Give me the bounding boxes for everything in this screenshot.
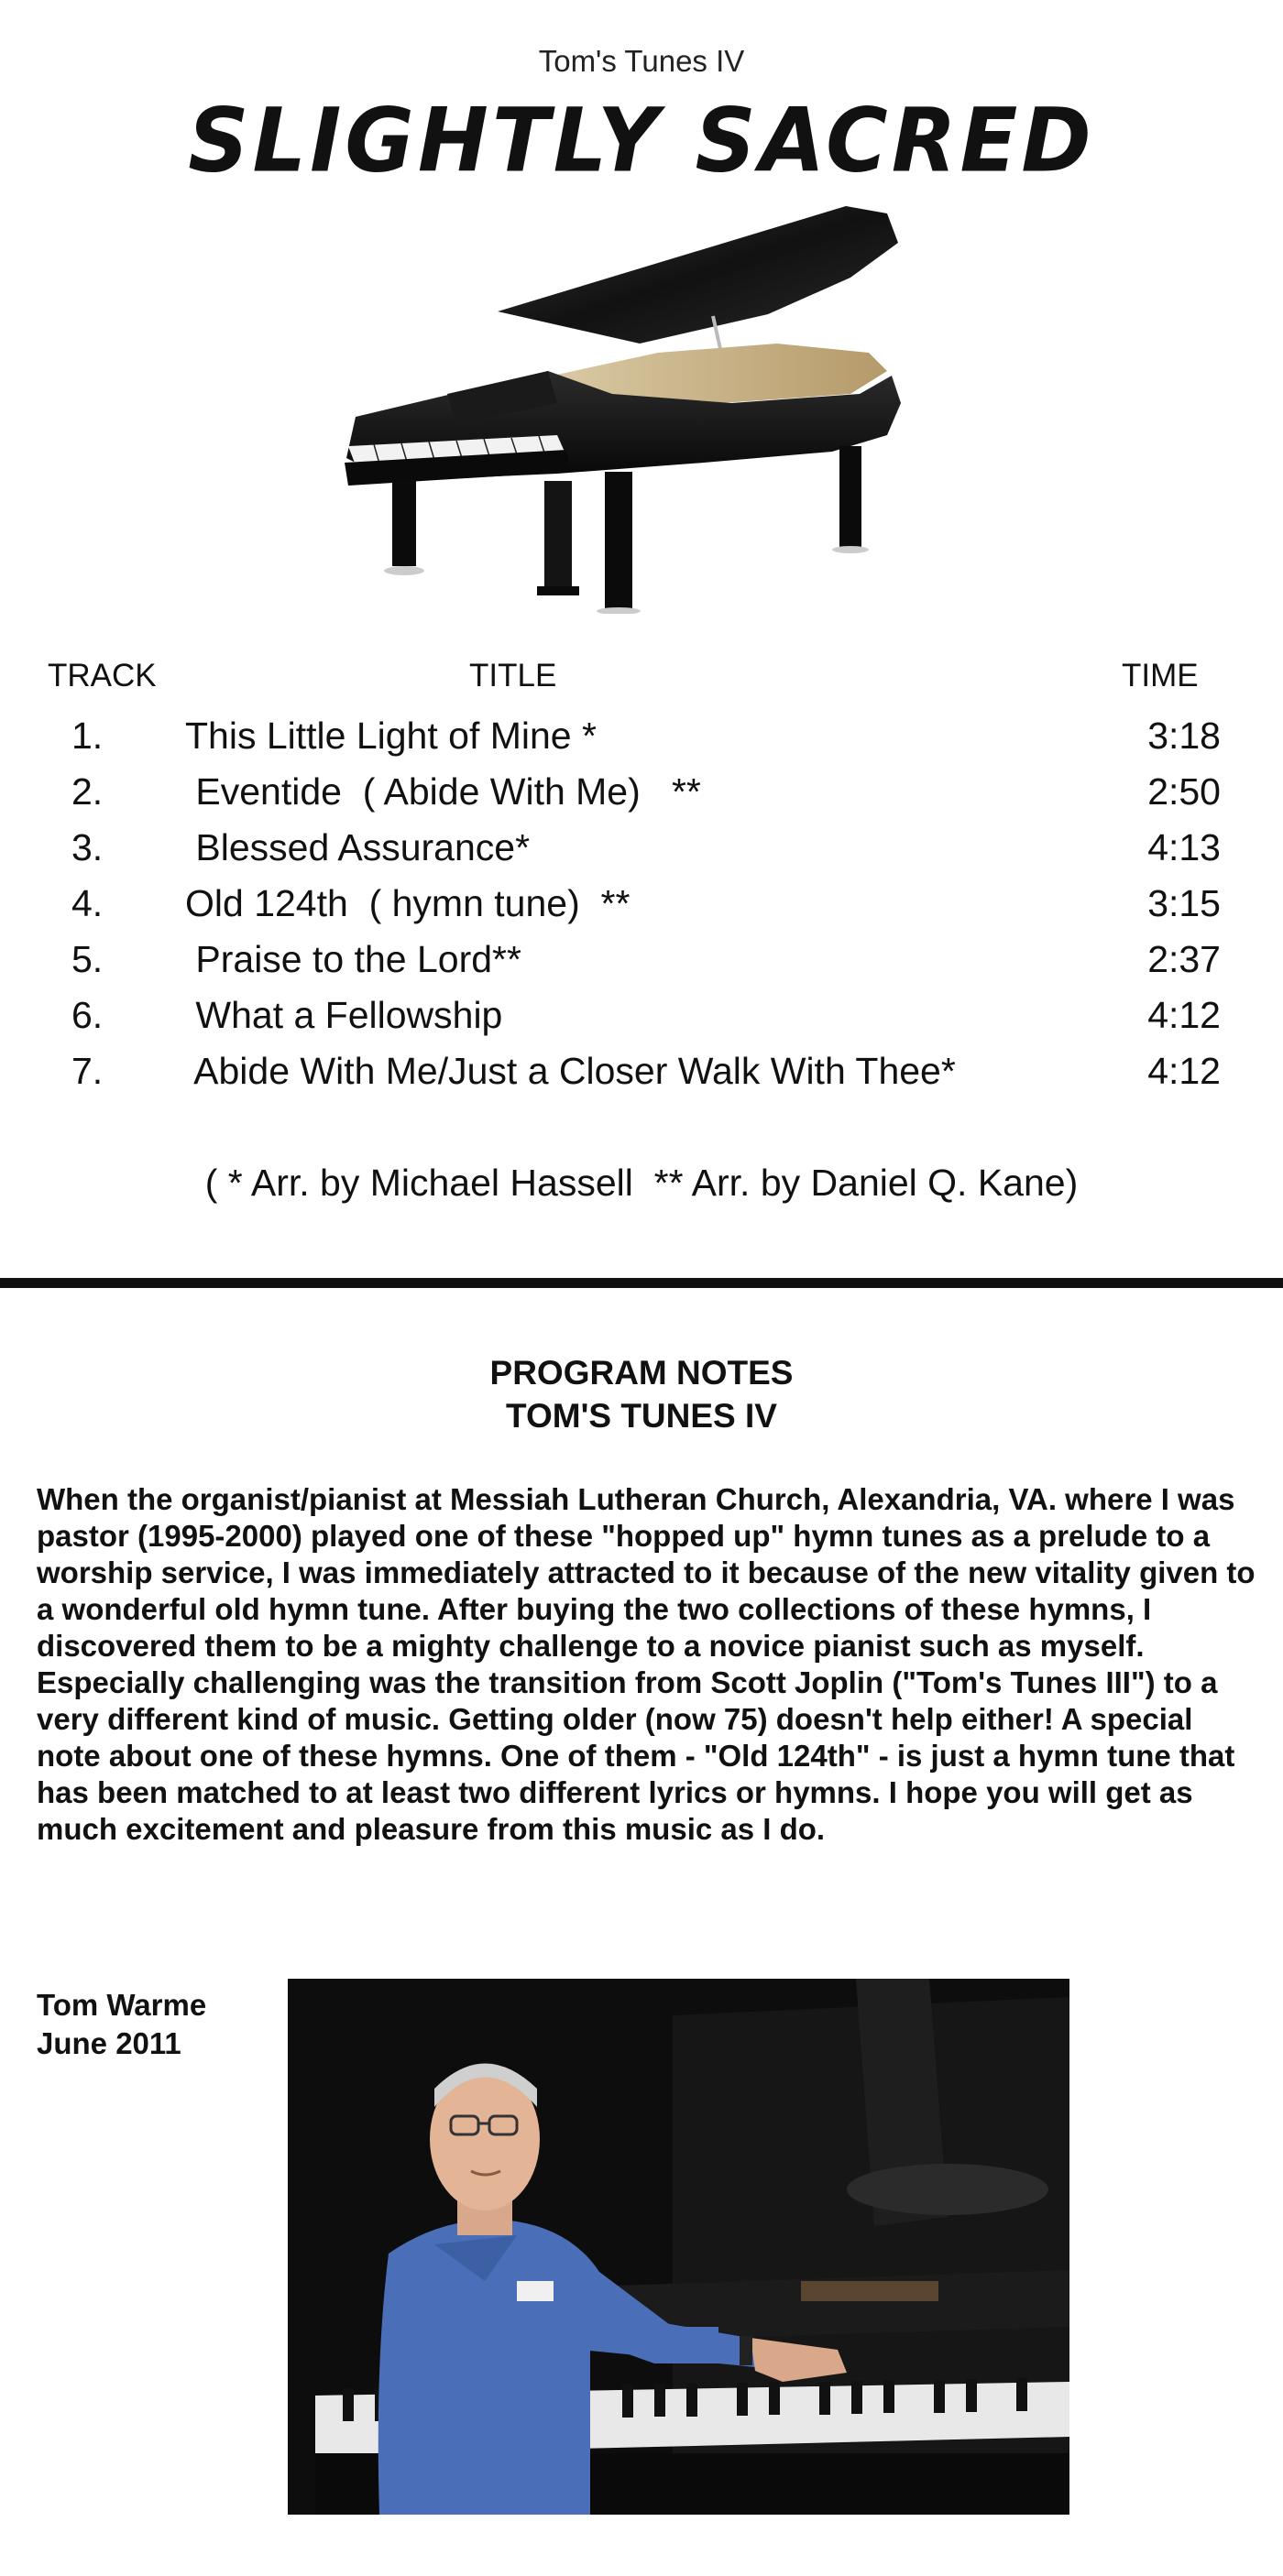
- program-notes-heading: PROGRAM NOTES: [489, 1354, 794, 1392]
- column-header-track: TRACK: [48, 658, 157, 693]
- program-notes-subheading: TOM'S TUNES IV: [506, 1397, 777, 1435]
- track-row: [0, 826, 1283, 882]
- track-number: 2.: [71, 770, 104, 813]
- track-title: Praise to the Lord**: [185, 938, 521, 980]
- track-time: 4:12: [1147, 1050, 1221, 1092]
- album-cover-card: [0, 0, 1283, 1278]
- author-name: Tom Warme: [37, 1988, 207, 2022]
- album-title: SLIGHTLY SACRED: [188, 89, 1095, 192]
- track-row: [0, 1050, 1283, 1106]
- column-header-title: TITLE: [469, 658, 557, 693]
- track-number: 6.: [71, 994, 104, 1036]
- track-number: 1.: [71, 715, 104, 757]
- grand-piano-image: [337, 206, 905, 614]
- author-date: June 2011: [37, 2026, 181, 2060]
- section-divider: [0, 1278, 1283, 1288]
- author-photo: [288, 1979, 1069, 2515]
- track-row: [0, 938, 1283, 994]
- track-time: 3:18: [1147, 715, 1221, 757]
- track-row: [0, 770, 1283, 826]
- track-time: 3:15: [1147, 882, 1221, 924]
- track-row: [0, 994, 1283, 1050]
- track-title: What a Fellowship: [185, 994, 503, 1036]
- track-title: Old 124th ( hymn tune) **: [185, 882, 631, 924]
- track-time: 2:50: [1147, 770, 1221, 813]
- track-number: 3.: [71, 826, 104, 868]
- track-time: 2:37: [1147, 938, 1221, 980]
- track-title: This Little Light of Mine *: [185, 715, 597, 757]
- track-row: [0, 715, 1283, 770]
- track-time: 4:12: [1147, 994, 1221, 1036]
- track-title: Abide With Me/Just a Closer Walk With Thee*: [185, 1050, 956, 1092]
- column-header-time: TIME: [1122, 658, 1199, 693]
- track-list: [0, 715, 1283, 1106]
- track-row: [0, 882, 1283, 938]
- track-title: Blessed Assurance*: [185, 826, 531, 868]
- track-time: 4:13: [1147, 826, 1221, 868]
- track-number: 7.: [71, 1050, 104, 1092]
- track-title: Eventide ( Abide With Me) **: [185, 770, 701, 813]
- series-label: Tom's Tunes IV: [538, 44, 745, 78]
- track-number: 5.: [71, 938, 104, 980]
- program-notes-body: When the organist/pianist at Messiah Lutheran Church, Alexandria, VA. where I was pastor (1995-2000) played one of these "hopped up" hymn tunes as a prelude to a worship service, I was immediately attracted to it because of the new vitality given to a wonderful old hymn tune. After buying the two collections of these hymns, I discovered them to be a mighty challenge to a novice pianist such as myself. Especially challenging was the transition from Scott Joplin ("Tom's Tunes III") to a very different kind of music. Getting older (now 75) doesn't help either! A special note about one of these hymns. One of them - "Old 124th" - is just a hymn tune that has been matched to at least two different lyrics or hymns. I hope you will get as much excitement and pleasure from this music as I do.: [37, 1482, 1256, 1846]
- arranger-credits: ( * Arr. by Michael Hassell ** Arr. by Daniel Q. Kane): [204, 1162, 1079, 1204]
- author-signature: [37, 1986, 206, 2063]
- track-number: 4.: [71, 882, 104, 924]
